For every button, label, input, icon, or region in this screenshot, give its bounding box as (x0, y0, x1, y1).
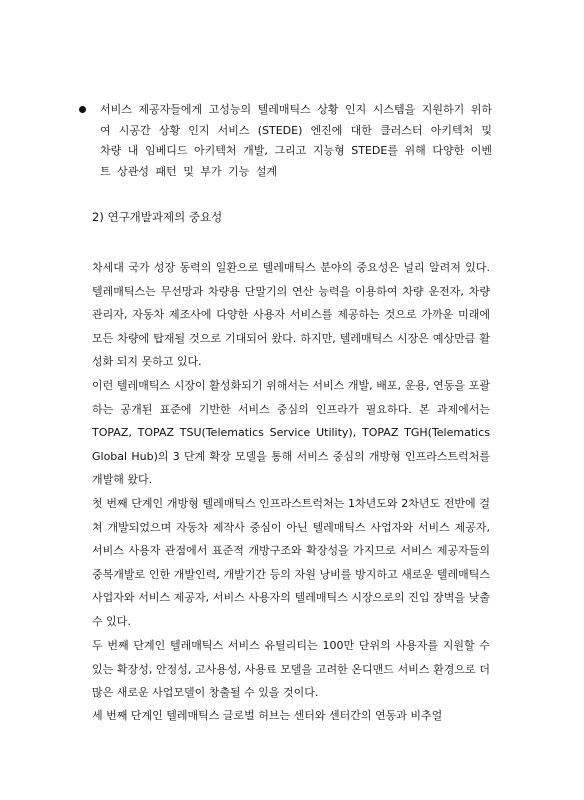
paragraph-5: 세 번째 단계인 텔레매틱스 글로벌 허브는 센터와 센터간의 연동과 비추얼 (92, 709, 443, 722)
paragraph-1: 차세대 국가 성장 동력의 일환으로 텔레매틱스 분야의 중요성은 널리 알려져 있다. 텔레매틱스는 무선망과 차량용 단말기의 연산 능력을 이용하여 차량 운전자, 차량 관리자, 자동차 제조사에 다양한 사용자 서비스를 제공하는 것으로 가까운 미래에 모든 차량에 탑재될 것으로 기대되어 왔다. 하지만, 텔레매틱스 시장은 예상만큼 활성화 되지 못하고 있다. (92, 261, 490, 368)
paragraph-3: 첫 번째 단계인 개방형 텔레매틱스 인프라스트럭처는 1차년도와 2차년도 전반에 걸쳐 개발되었으며 자동차 제작사 중심이 아닌 텔레매틱스 사업자와 서비스 제공자, 서비스 사용자 관점에서 표준적 개방구조와 확장성을 가지므로 서비스 제공자들의 중복개발로 인한 개발인력, 개발기간 등의 자원 낭비를 방지하고 새로운 텔레매틱스 사업자와 서비스 제공자, 서비스 사용자의 텔레매틱스 시장으로의 진입 장벽을 낮출 수 있다. (92, 497, 490, 628)
bullet-text: 서비스 제공자들에게 고성능의 텔레매틱스 상황 인지 시스템을 지원하기 위하여 시공간 상황 인지 서비스 (STEDE) 엔진에 대한 클러스터 아키텍처 및 차량 내 임베디드 아키텍처 개발, 그리고 지능형 STEDE를 위해 다양한 이벤트 상관성 패턴 및 부가 기능 설계 (100, 103, 493, 178)
section-heading: 2) 연구개발과제의 중요성 (92, 210, 223, 224)
paragraph-4: 두 번째 단계인 텔레매틱스 서비스 유틸리티는 100만 단위의 사용자를 지원할 수 있는 확장성, 안정성, 고사용성, 사용료 모델을 고려한 온디맨드 서비스 환경으로 더 많은 새로운 사업모델이 창출될 수 있을 것이다. (92, 639, 490, 699)
paragraph-2: 이런 텔레매틱스 시장이 활성화되기 위해서는 서비스 개발, 배포, 운용, 연동을 포괄하는 공개된 표준에 기반한 서비스 중심의 인프라가 필요하다. 본 과제에서는 TOPAZ, TOPAZ TSU(Telematics Service Utility), TOPAZ TGH(Telematics Global Hub)의 3 단계 확장 모델을 통해 서비스 중심의 개방형 인프라스트럭처를 개발해 왔다. (92, 379, 490, 486)
bullet-dot-icon (79, 106, 86, 113)
bullet-item (92, 100, 492, 182)
